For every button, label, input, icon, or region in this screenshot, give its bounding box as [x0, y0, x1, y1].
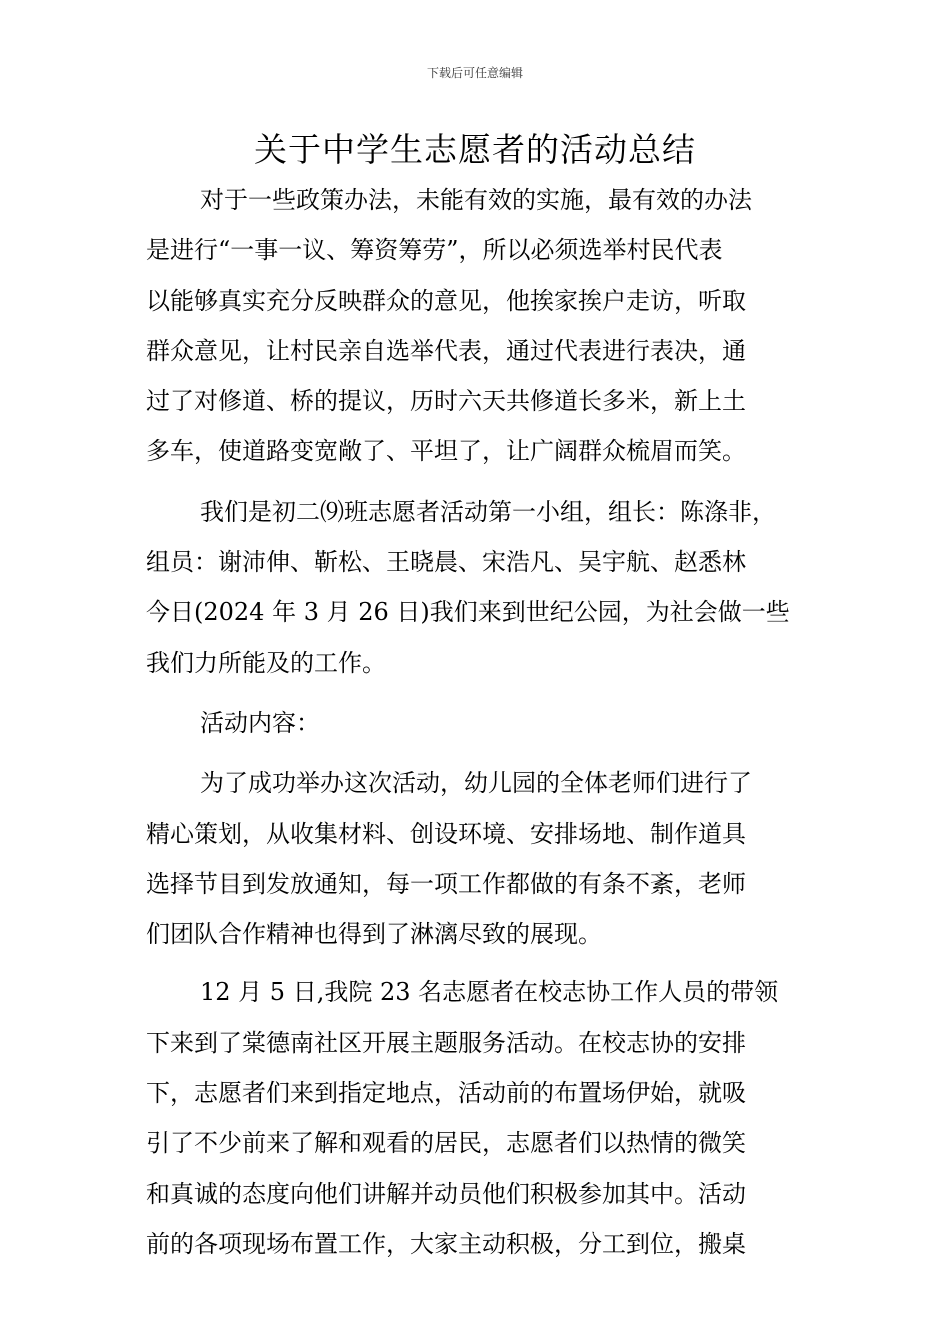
text-line: 活动内容：: [200, 708, 320, 737]
text-line: 多车，使道路变宽敞了、平坦了，让广阔群众梳眉而笑。: [146, 437, 746, 466]
text-line: 精心策划，从收集材料、创设环境、安排场地、制作道具: [146, 819, 746, 848]
text-line: 选择节目到发放通知，每一项工作都做的有条不紊，老师: [146, 869, 746, 898]
text-line: 过了对修道、桥的提议，历时六天共修道长多米，新上土: [146, 387, 746, 416]
page-header: 下载后可任意编辑: [426, 66, 523, 80]
text-line: 12 月 5 日,我院 23 名志愿者在校志协工作人员的带领: [200, 978, 779, 1007]
text-line: 和真诚的态度向他们讲解并动员他们积极参加其中。活动: [146, 1179, 746, 1208]
paragraph-activity-heading: [146, 698, 814, 748]
text-line: 们团队合作精神也得到了淋漓尽致的展现。: [146, 920, 602, 949]
text-line: 前的各项现场布置工作，大家主动积极，分工到位，搬桌: [146, 1229, 746, 1258]
text-line: 我们力所能及的工作。: [146, 648, 386, 677]
document-body: [146, 175, 814, 1269]
text-line: 组员：谢沛伸、靳松、王晓晨、宋浩凡、吴宇航、赵悉林: [146, 548, 746, 577]
document-title: 关于中学生志愿者的活动总结: [254, 130, 696, 169]
paragraph-community-service: [146, 967, 814, 1269]
text-line: 引了不少前来了解和观看的居民，志愿者们以热情的微笑: [146, 1129, 746, 1158]
text-line: 以能够真实充分反映群众的意见，他挨家挨户走访，听取: [146, 286, 746, 315]
paragraph-planning: [146, 758, 814, 959]
text-line: 我们是初二⑼班志愿者活动第一小组，组长：陈涤非，: [200, 497, 776, 526]
text-line: 下来到了棠德南社区开展主题服务活动。在校志协的安排: [146, 1028, 746, 1057]
paragraph-group-members: [146, 487, 814, 688]
text-line: 群众意见，让村民亲自选举代表，通过代表进行表决，通: [146, 336, 746, 365]
text-line: 是进行“一事一议、筹资筹劳”，所以必须选举村民代表: [146, 236, 723, 265]
text-line: 对于一些政策办法，未能有效的实施，最有效的办法: [200, 186, 752, 214]
paragraph-policy: [146, 175, 814, 477]
text-line: 今日(2024 年 3 月 26 日)我们来到世纪公园，为社会做一些: [146, 598, 790, 627]
text-line: 为了成功举办这次活动，幼儿园的全体老师们进行了: [200, 769, 752, 798]
text-line: 下，志愿者们来到指定地点，活动前的布置场伊始，就吸: [146, 1079, 746, 1108]
